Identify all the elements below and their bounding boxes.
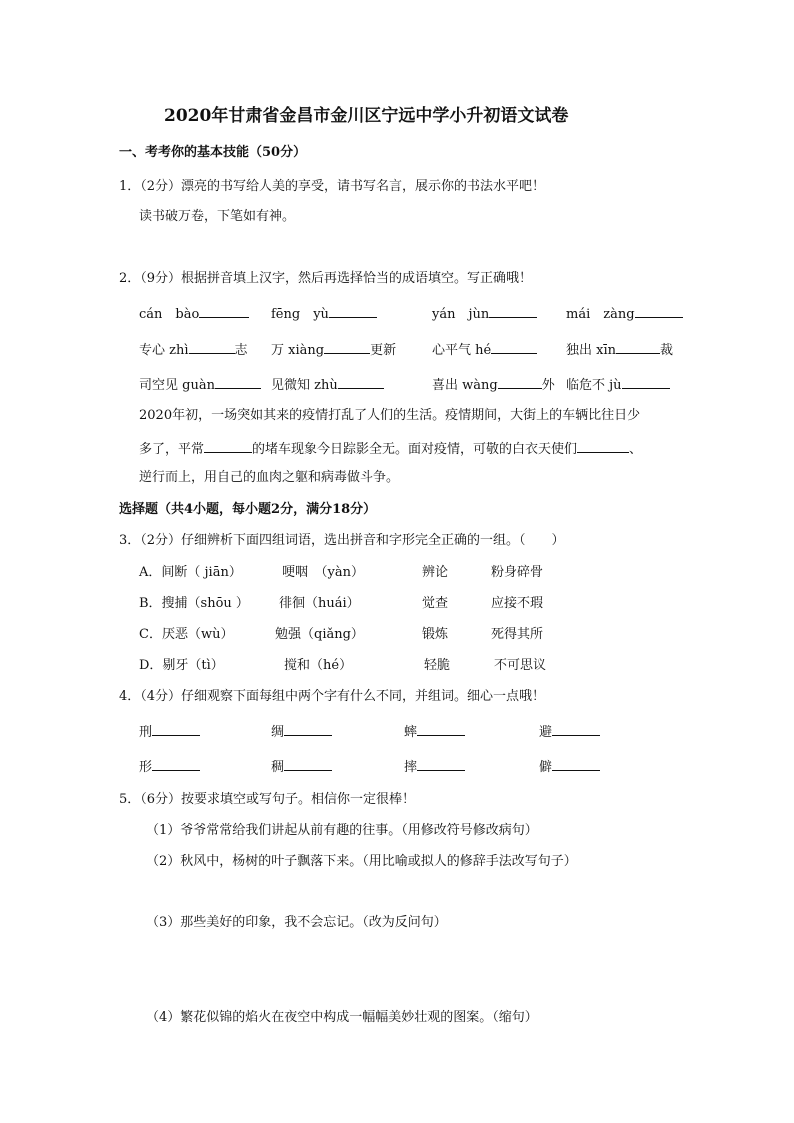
option-a-word-1: A．间断（ jiān） — [139, 565, 242, 580]
answer-blank[interactable] — [199, 305, 249, 318]
idiom-item: 心平气 hé — [432, 341, 537, 357]
idiom-item: 专心 zhì 志 — [139, 343, 248, 358]
idiom-item: 司空见 guàn — [139, 376, 261, 392]
option-c-word-1: C．厌恶（wù） — [139, 627, 234, 642]
answer-blank[interactable] — [338, 376, 384, 389]
pinyin-item: mái zàng — [566, 305, 683, 321]
pinyin-item: yán jùn — [432, 305, 537, 321]
answer-blank[interactable] — [577, 440, 629, 453]
question-3: 3．（2分）仔细辨析下面四组词语，选出拼音和字形完全正确的一组。（ ） — [119, 533, 565, 548]
answer-blank[interactable] — [324, 341, 370, 354]
option-c-word-4: 死得其所 — [491, 627, 544, 642]
char-item: 形 — [139, 758, 200, 774]
q5-sub-2: （2）秋风中，杨树的叶子飘落下来。（用比喻或拟人的修辞手法改写句子） — [146, 854, 577, 869]
question-5: 5．（6分）按要求填空或写句子。相信你一定很棒！ — [119, 792, 416, 807]
answer-blank[interactable] — [329, 305, 377, 318]
option-d-word-3: 轻脆 — [424, 658, 451, 673]
answer-blank[interactable] — [552, 723, 600, 736]
char-item: 刑 — [139, 723, 200, 739]
char-item: 避 — [539, 723, 600, 739]
option-d-word-2: 搅和（hé） — [284, 658, 353, 673]
answer-blank[interactable] — [284, 723, 332, 736]
idiom-item: 万 xiàng 更新 — [271, 343, 397, 358]
answer-blank[interactable] — [616, 341, 660, 354]
option-c-word-3: 锻炼 — [422, 627, 449, 642]
option-a-word-2: 哽咽 （yàn） — [282, 565, 364, 580]
char-item: 摔 — [404, 758, 465, 774]
section-heading-1: 一、考考你的基本技能（50分） — [119, 145, 307, 160]
option-d-word-4: 不可思议 — [494, 658, 547, 673]
page-title: 2020年甘肃省金昌市金川区宁远中学小升初语文试卷 — [164, 106, 569, 126]
q2-paragraph-line-3: 逆行而上，用自己的血肉之躯和病毒做斗争。 — [139, 470, 400, 485]
q5-sub-1: （1）爷爷常常给我们讲起从前有趣的往事。（用修改符号修改病句） — [146, 823, 538, 838]
option-b-word-4: 应接不瑕 — [491, 596, 544, 611]
q2-paragraph-line-2: 多了，平常 的堵车现象今日踪影全无。面对疫情，可敬的白衣天使们 、 — [139, 442, 643, 457]
answer-blank[interactable] — [491, 341, 537, 354]
pinyin-item: fēng yù — [271, 305, 377, 321]
answer-blank[interactable] — [284, 758, 332, 771]
idiom-item: 见微知 zhù — [271, 376, 384, 392]
question-1: 1．（2分）漂亮的书写给人美的享受，请书写名言，展示你的书法水平吧！ — [119, 179, 546, 194]
option-b-word-2: 徘徊（huái） — [279, 596, 360, 611]
option-a-word-4: 粉身碎骨 — [491, 565, 544, 580]
answer-blank[interactable] — [189, 341, 235, 354]
answer-blank[interactable] — [152, 723, 200, 736]
answer-blank[interactable] — [215, 376, 261, 389]
answer-blank[interactable] — [635, 305, 683, 318]
char-item: 绸 — [271, 723, 332, 739]
section-heading-2: 选择题（共4小题，每小题2分，满分18分） — [119, 502, 377, 517]
idiom-item: 独出 xīn 裁 — [566, 343, 674, 358]
question-4: 4．（4分）仔细观察下面每组中两个字有什么不同，并组词。细心一点哦！ — [119, 689, 546, 704]
idiom-item: 临危不 jù — [566, 376, 670, 392]
option-b-word-1: B．搜捕（shōu ） — [139, 596, 249, 611]
question-2: 2．（9分）根据拼音填上汉字，然后再选择恰当的成语填空。写正确哦！ — [119, 271, 533, 286]
answer-blank[interactable] — [417, 723, 465, 736]
q2-paragraph-line-1: 2020年初，一场突如其来的疫情打乱了人们的生活。疫情期间，大街上的车辆比往日少 — [139, 408, 641, 423]
answer-blank[interactable] — [552, 758, 600, 771]
option-b-word-3: 觉查 — [422, 596, 449, 611]
char-item: 稠 — [271, 758, 332, 774]
option-a-word-3: 辨论 — [422, 565, 449, 580]
char-item: 蟀 — [404, 723, 465, 739]
answer-blank[interactable] — [489, 305, 537, 318]
pinyin-item: cán bào — [139, 305, 249, 321]
answer-blank[interactable] — [622, 376, 670, 389]
answer-blank[interactable] — [417, 758, 465, 771]
answer-blank[interactable] — [204, 440, 252, 453]
option-c-word-2: 勉强（qiǎng） — [275, 627, 364, 642]
char-item: 僻 — [539, 758, 600, 774]
idiom-item: 喜出 wàng 外 — [432, 378, 555, 393]
q5-sub-3: （3）那些美好的印象，我不会忘记。（改为反问句） — [146, 915, 447, 930]
q5-sub-4: （4）繁花似锦的焰火在夜空中构成一幅幅美妙壮观的图案。（缩句） — [146, 1010, 538, 1025]
q1-quote: 读书破万卷，下笔如有神。 — [139, 209, 296, 224]
answer-blank[interactable] — [152, 758, 200, 771]
answer-blank[interactable] — [498, 376, 542, 389]
option-d-word-1: D．剔牙（tì） — [139, 658, 224, 673]
